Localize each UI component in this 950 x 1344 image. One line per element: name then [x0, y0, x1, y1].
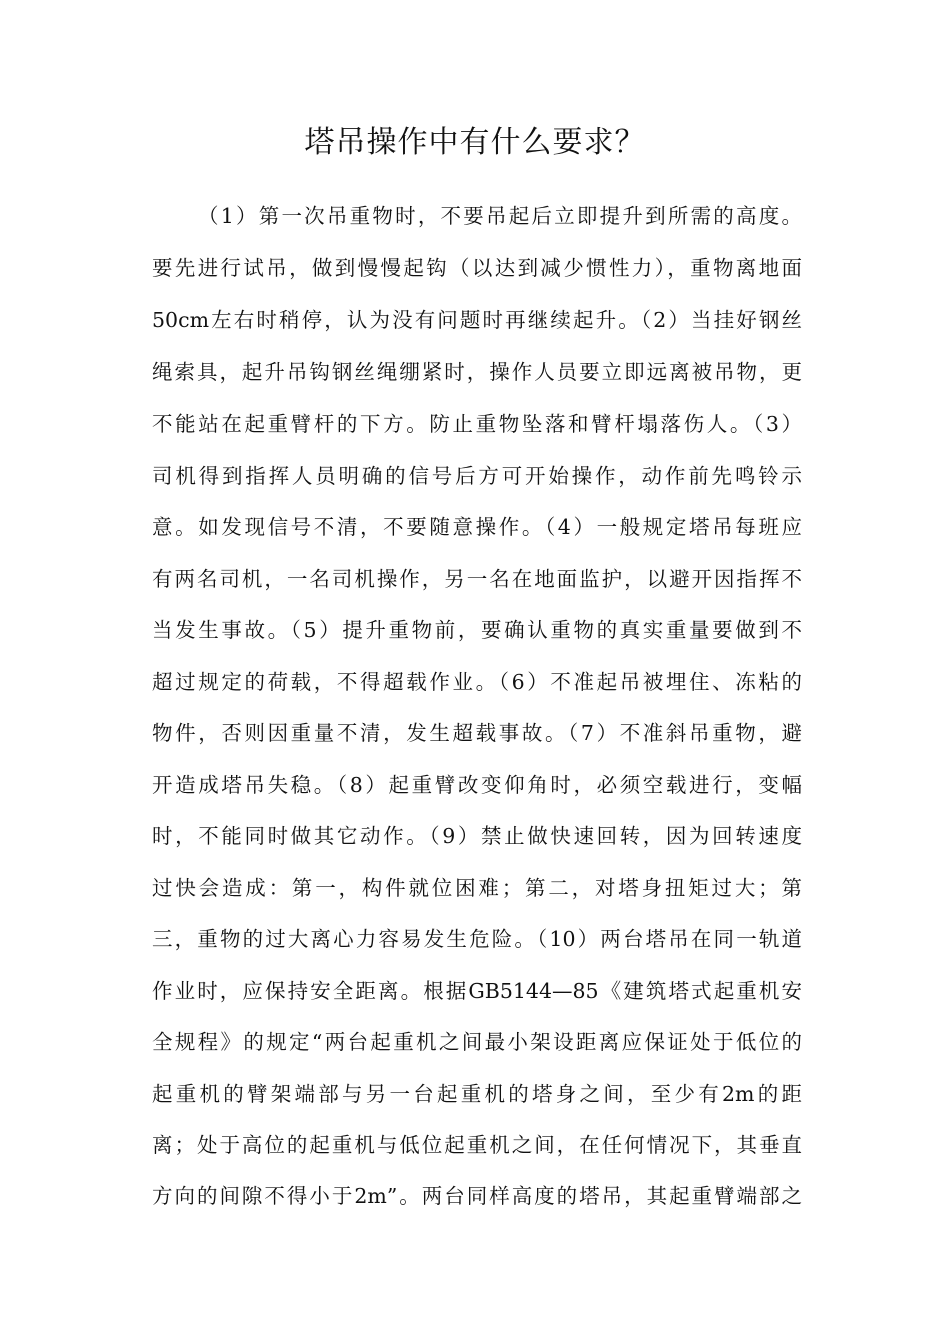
paragraph-line: 全规程》的规定“两台起重机之间最小架设距离应保证处于低位的: [152, 1030, 802, 1054]
paragraph-line: 50cm左右时稍停，认为没有问题时再继续起升。（2）当挂好钢丝: [152, 308, 802, 332]
paragraph-line: 过快会造成：第一，构件就位困难；第二，对塔身扭矩过大；第: [152, 876, 802, 900]
paragraph-line: 时，不能同时做其它动作。（9）禁止做快速回转，因为回转速度: [152, 824, 802, 848]
paragraph-line: 有两名司机，一名司机操作，另一名在地面监护，以避开因指挥不: [152, 567, 802, 591]
paragraph-line: 作业时，应保持安全距离。根据GB5144—85《建筑塔式起重机安: [152, 979, 802, 1003]
paragraph-line: 离；处于高位的起重机与低位起重机之间，在任何情况下，其垂直: [152, 1133, 802, 1157]
paragraph-line: 当发生事故。（5）提升重物前，要确认重物的真实重量要做到不: [152, 618, 802, 642]
paragraph-line: 三，重物的过大离心力容易发生危险。（10）两台塔吊在同一轨道: [152, 927, 802, 951]
page-title: 塔吊操作中有什么要求？: [304, 125, 646, 160]
paragraph-line: 物件，否则因重量不清，发生超载事故。（7）不准斜吊重物，避: [152, 721, 802, 745]
paragraph-line: 要先进行试吊，做到慢慢起钩（以达到减少惯性力），重物离地面: [152, 256, 802, 280]
paragraph-line: （1）第一次吊重物时，不要吊起后立即提升到所需的高度。: [198, 204, 802, 228]
paragraph-line: 意。如发现信号不清，不要随意操作。（4）一般规定塔吊每班应: [152, 515, 802, 539]
paragraph-line: 开造成塔吊失稳。（8）起重臂改变仰角时，必须空载进行，变幅: [152, 773, 802, 797]
paragraph-line: 起重机的臂架端部与另一台起重机的塔身之间，至少有2m的距: [152, 1082, 802, 1106]
paragraph-line: 超过规定的荷载，不得超载作业。（6）不准起吊被埋住、冻粘的: [152, 670, 802, 694]
paragraph-line: 司机得到指挥人员明确的信号后方可开始操作，动作前先鸣铃示: [152, 464, 802, 488]
paragraph-line: 绳索具，起升吊钩钢丝绳绷紧时，操作人员要立即远离被吊物，更: [152, 360, 802, 384]
paragraph-line: 方向的间隙不得小于2m”。两台同样高度的塔吊，其起重臂端部之: [152, 1184, 802, 1208]
paragraph-line: 不能站在起重臂杆的下方。防止重物坠落和臂杆塌落伤人。（3）: [152, 412, 802, 436]
